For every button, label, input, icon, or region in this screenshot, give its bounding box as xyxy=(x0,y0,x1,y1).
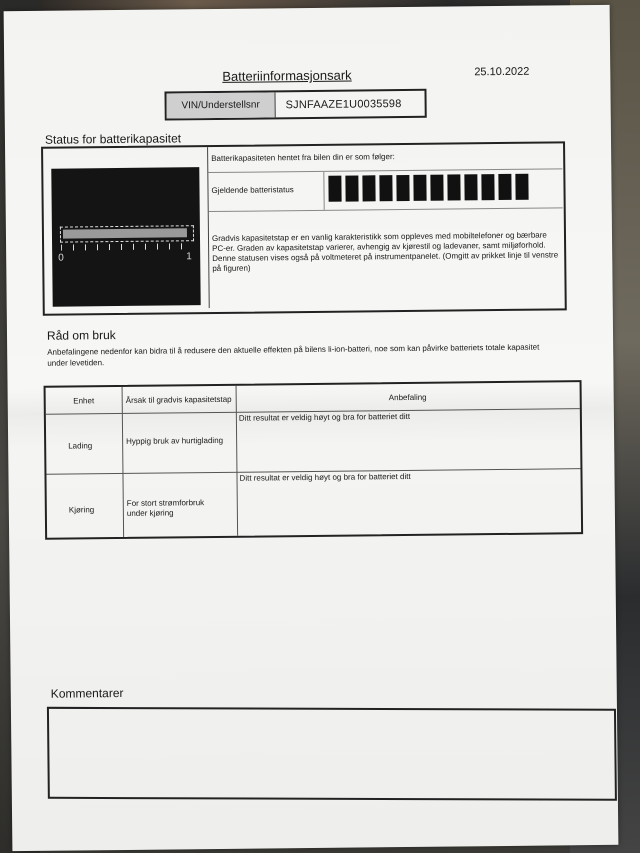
table-cell-recommendation: Ditt resultat er veldig høyt og bra for batteriet ditt xyxy=(239,471,411,483)
advice-intro: Anbefalingene nedenfor kan bidra til å redusere den aktuelle effekten på bilens li-ion-batteri, noe som kan påvirke batteriets totale kapasitet under levetiden. xyxy=(47,342,540,368)
gauge-max-label: 1 xyxy=(186,251,192,263)
status-intro: Batterikapasiteten hentet fra bilen din er som følger: xyxy=(208,143,562,173)
table-header-recommendation: Anbefaling xyxy=(388,392,427,402)
status-box xyxy=(41,141,567,315)
vin-box xyxy=(164,89,426,121)
status-segment xyxy=(328,176,341,202)
gauge-min-label: 0 xyxy=(58,252,64,264)
status-heading: Status for batterikapasitet xyxy=(44,131,182,147)
battery-gauge xyxy=(51,167,200,307)
status-segment xyxy=(345,175,358,201)
status-segment xyxy=(379,175,392,201)
status-segment xyxy=(515,174,528,200)
status-segments xyxy=(328,174,528,202)
gauge-bar xyxy=(60,225,194,242)
advice-heading: Råd om bruk xyxy=(46,328,116,343)
gauge-ticks xyxy=(61,243,191,250)
status-segment xyxy=(362,175,375,201)
status-details xyxy=(207,143,564,308)
table-cell-recommendation: Ditt resultat er veldig høyt og bra for batteriet ditt xyxy=(238,411,411,423)
status-segment xyxy=(396,175,409,201)
vin-label: VIN/Understellsnr xyxy=(166,92,275,118)
status-segment xyxy=(481,174,494,200)
advice-table xyxy=(44,380,584,540)
status-segment xyxy=(464,174,477,200)
status-segment xyxy=(498,174,511,200)
table-header-cause: Årsak til gradvis kapasitetstap xyxy=(125,394,232,405)
table-cell-unit: Lading xyxy=(68,441,93,451)
status-segment xyxy=(430,175,443,201)
table-cell-cause: Hyppig bruk av hurtiglading xyxy=(126,435,224,446)
comments-box xyxy=(47,707,617,801)
document-date: 25.10.2022 xyxy=(474,65,530,79)
comments-heading: Kommentarer xyxy=(50,685,124,701)
table-header-unit: Enhet xyxy=(73,395,95,405)
status-description: Gradvis kapasitetstap er en vanlig karakteristikk som oppleves med mobiltelefoner og bærbare PC-er. Graden av kapasitetstap varierer, avhengig av kjørestil og ladevaner, samt miljøforhold. Denne statusen vises også på voltmeteret på instrumentpanelet. (Omgitt av prikket linje til venstre på figuren) xyxy=(211,230,559,274)
table-cell-unit: Kjøring xyxy=(68,505,95,515)
current-status-row xyxy=(208,169,562,212)
document-paper xyxy=(4,5,619,851)
status-segment xyxy=(447,174,460,200)
current-status-label: Gjeldende batteristatus xyxy=(208,172,324,211)
table-cell-cause: For stort strømforbruk under kjøring xyxy=(126,498,205,518)
gauge-fill xyxy=(63,228,187,238)
status-segment xyxy=(413,175,426,201)
document-title: Batteriinformasjonsark xyxy=(222,67,352,84)
vin-value: SJNFAAZE1U0035598 xyxy=(285,97,402,111)
